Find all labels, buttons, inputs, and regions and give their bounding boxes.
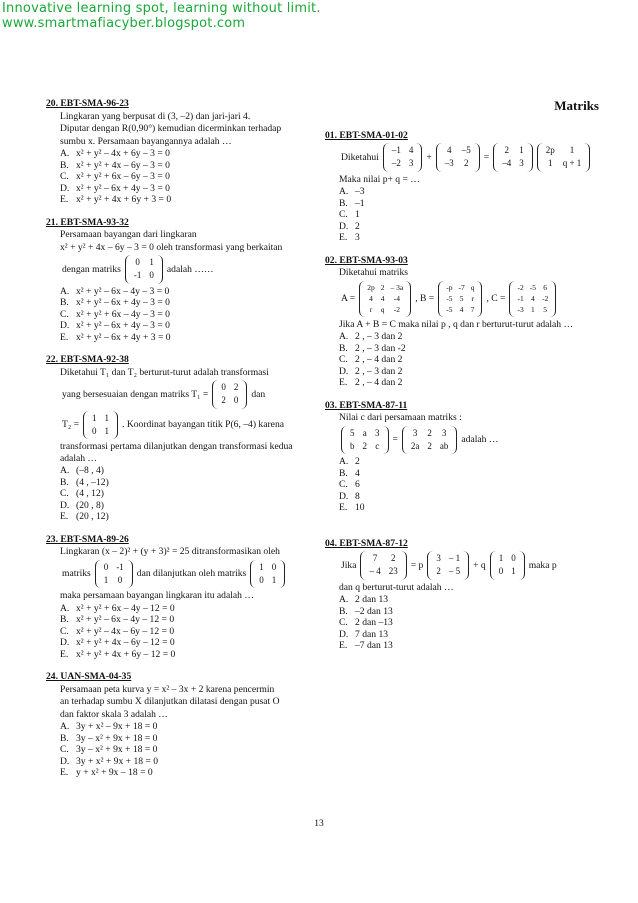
matrix-second: 1 0 0 1 (250, 560, 285, 589)
question-22 (46, 354, 314, 523)
option-b: B. –1 (339, 197, 365, 209)
option-e: E. y + x² + 9x – 18 = 0 (60, 767, 153, 778)
option-b: B. x² + y² – 6x – 4y – 12 = 0 (60, 614, 175, 625)
option-b: B. x² + y² – 6x + 4y – 3 = 0 (60, 297, 170, 308)
question-text: Jika (341, 559, 357, 571)
option-c: C. 6 (339, 479, 360, 491)
operator: + (426, 151, 432, 163)
option-e: E. 10 (339, 502, 365, 514)
question-23 (46, 534, 314, 661)
question-text: maka p (528, 559, 557, 571)
question-header: 01. EBT-SMA-01-02 (325, 129, 408, 141)
question-01 (325, 130, 607, 244)
question-header: 04. EBT-SMA-87-12 (325, 537, 408, 549)
question-text: . Koordinat bayangan titik P(6, –4) karena (122, 419, 284, 430)
option-d: D. 2 , – 3 dan 2 (339, 365, 403, 377)
question-04 (325, 538, 607, 652)
watermark-tagline: Innovative learning spot, learning without limit. (2, 1, 321, 16)
question-header: 23. EBT-SMA-89-26 (46, 533, 129, 545)
question-02 (325, 255, 607, 389)
question-text: dan faktor skala 3 adalah … (60, 708, 168, 720)
option-d: D. 8 (339, 490, 360, 502)
question-text: Diketahui (341, 151, 379, 163)
option-a: A. 2 , – 3 dan 2 (339, 331, 403, 343)
option-c: C. (4 , 12) (60, 488, 104, 499)
transform-matrix: 0 1 -1 0 (125, 255, 163, 284)
option-b: B. 2 , – 3 dan -2 (339, 342, 406, 354)
matrix-2: 4 –5 –3 2 (436, 143, 480, 172)
matrix-right: 3 2 3 2a 2 ab (402, 426, 458, 455)
option-a: A. (–8 , 4) (60, 465, 104, 476)
operator: = (392, 434, 398, 446)
question-text: Lingkaran yang berpusat di (3, –2) dan jari-jari 4. (60, 110, 251, 122)
question-text: dan dilanjutkan oleh matriks (136, 568, 247, 579)
option-c: C. x² + y² – 4x – 6y – 12 = 0 (60, 625, 175, 637)
option-a: A. x² + y² – 4x + 6y – 3 = 0 (60, 148, 170, 159)
options (339, 331, 607, 389)
matrix-label: , C = (486, 292, 506, 304)
matrix-3: 2 1 –4 3 (493, 143, 533, 172)
matrix-3: 1 0 0 1 (490, 551, 525, 580)
question-text: adalah …… (166, 263, 214, 275)
matrix-label: dengan matriks (62, 263, 121, 275)
option-c: C. 2 dan –13 (339, 617, 393, 629)
question-text: sumbu x. Persamaan bayangannya adalah … (60, 135, 232, 147)
question-24 (46, 671, 314, 779)
question-text: dan (251, 388, 266, 400)
option-e: E. x² + y² – 6x + 4y + 3 = 0 (60, 331, 171, 343)
option-e: E. –7 dan 13 (339, 640, 393, 652)
option-a: A. –3 (339, 186, 365, 198)
question-text: Persamaan bayangan dari lingkaran (60, 229, 197, 240)
option-b: B. –2 dan 13 (339, 605, 393, 617)
options (60, 465, 314, 523)
option-a: A. 2 (339, 456, 360, 468)
question-text: dan q berturut-turut adalah … (339, 581, 454, 593)
question-text: Lingkaran (x – 2)² + (y + 3)² = 25 ditransformasikan oleh (60, 546, 280, 557)
options (339, 186, 607, 244)
option-b: B. x² + y² + 4x – 6y – 3 = 0 (60, 159, 170, 171)
option-c: C. x² + y² + 6x – 6y – 3 = 0 (60, 171, 170, 182)
option-c: C. 1 (339, 209, 360, 221)
question-text: maka persamaan bayangan lingkaran itu adalah … (60, 590, 254, 601)
matrix-left: 5 a 3 b 2 c (341, 426, 389, 455)
option-e: E. (20 , 12) (60, 511, 109, 522)
question-text: Nilai c dari persamaan matriks : (339, 412, 462, 424)
question-text: adalah … (461, 434, 499, 446)
question-header: 03. EBT-SMA-87-11 (325, 399, 408, 411)
options (60, 721, 314, 779)
option-d: D. 3y + x² + 9x + 18 = 0 (60, 755, 159, 767)
left-column (46, 98, 314, 790)
question-21 (46, 217, 314, 344)
watermark-url: www.smartmafiacyber.blogspot.com (2, 16, 246, 31)
options (60, 603, 314, 661)
operator: = p (410, 559, 424, 571)
options (60, 148, 314, 206)
matrix-1: –1 4 –2 3 (383, 143, 423, 172)
option-d: D. x² + y² + 4x – 6y – 12 = 0 (60, 637, 175, 648)
question-header: 22. EBT-SMA-92-38 (46, 354, 129, 365)
option-b: B. (4 , –12) (60, 476, 109, 488)
option-a: A. x² + y² + 6x – 4y – 12 = 0 (60, 602, 175, 614)
option-e: E. 3 (339, 232, 360, 244)
question-20 (46, 98, 314, 206)
page-number: 13 (314, 819, 324, 829)
question-header: 02. EBT-SMA-93-03 (325, 254, 408, 266)
question-text: T₂ = (62, 419, 80, 430)
matrix-b: -p -7 q -5 5 r -5 4 7 (438, 281, 482, 317)
matrix-2: 3 – 1 2 – 5 (427, 551, 469, 580)
section-title: Matriks (554, 98, 599, 113)
options (339, 456, 607, 514)
option-d: D. x² + y² – 6x + 4y – 3 = 0 (60, 320, 170, 331)
question-text: x² + y² + 4x – 6y – 3 = 0 oleh transformasi yang berkaitan (60, 241, 283, 253)
question-header: 24. UAN-SMA-04-35 (46, 671, 132, 682)
question-text: Jika A + B = C maka nilai p , q dan r berturut-turut adalah … (339, 318, 574, 330)
options (60, 286, 314, 344)
matrix-1: 7 2 – 4 23 (360, 551, 406, 580)
option-c: C. 2 , – 4 dan 2 (339, 354, 403, 366)
question-text: Maka nilai p+ q = … (339, 173, 420, 185)
matrix-c: -2 -5 6 -1 4 -2 -3 1 5 (509, 281, 556, 317)
matrix-t2: 1 1 0 1 (83, 411, 118, 440)
option-b: B. 4 (339, 467, 360, 479)
question-text: an terhadap sumbu X dilanjutkan dilatasi dengan pusat O (60, 696, 280, 707)
matrix-a: 2p 2 – 3a 4 4 -4 r q -2 (359, 281, 411, 317)
question-header: 20. EBT-SMA-96-23 (46, 98, 129, 109)
matrix-label: , B = (415, 292, 435, 304)
option-a: A. 2 dan 13 (339, 594, 389, 606)
option-e: E. x² + y² + 4x + 6y – 12 = 0 (60, 648, 176, 660)
matrix-4: 2p 1 1 q + 1 (537, 143, 591, 172)
option-e: E. 2 , – 4 dan 2 (339, 377, 403, 389)
operator: = (483, 151, 490, 163)
question-text: transformasi pertama dilanjutkan dengan transformasi kedua adalah … (60, 441, 293, 464)
options (339, 594, 607, 652)
question-text: Persamaan peta kurva y = x² – 3x + 2 karena pencermin (60, 683, 275, 695)
option-d: D. 2 (339, 220, 360, 232)
option-e: E. x² + y² + 4x + 6y + 3 = 0 (60, 194, 172, 205)
matrix-t1: 0 2 2 0 (212, 380, 247, 409)
operator: + q (473, 559, 486, 571)
option-a: A. x² + y² – 6x – 4y – 3 = 0 (60, 285, 170, 297)
option-d: D. (20 , 8) (60, 499, 104, 511)
option-b: B. 3y – x² + 9x + 18 = 0 (60, 732, 158, 744)
question-text: Diketahui matriks (339, 267, 409, 279)
option-d: D. 7 dan 13 (339, 628, 389, 640)
matrix-first: 0 -1 1 0 (95, 560, 133, 589)
matrix-label: A = (341, 292, 356, 304)
option-c: C. 3y – x² + 9x + 18 = 0 (60, 744, 158, 755)
question-text: yang bersesuaian dengan matriks T₁ = (62, 388, 209, 400)
question-text: Diputar dengan R(0,90°) kemudian dicerminkan terhadap (60, 123, 282, 134)
option-a: A. 3y + x² – 9x + 18 = 0 (60, 721, 158, 732)
question-header: 21. EBT-SMA-93-32 (46, 216, 129, 228)
option-c: C. x² + y² + 6x – 4y – 3 = 0 (60, 308, 170, 320)
right-column (325, 98, 607, 663)
question-text: Diketahui T₁ dan T₂ berturut-turut adalah transformasi (60, 366, 269, 378)
option-d: D. x² + y² – 6x + 4y – 3 = 0 (60, 182, 170, 194)
question-text: matriks (62, 568, 91, 579)
question-03 (325, 400, 607, 514)
